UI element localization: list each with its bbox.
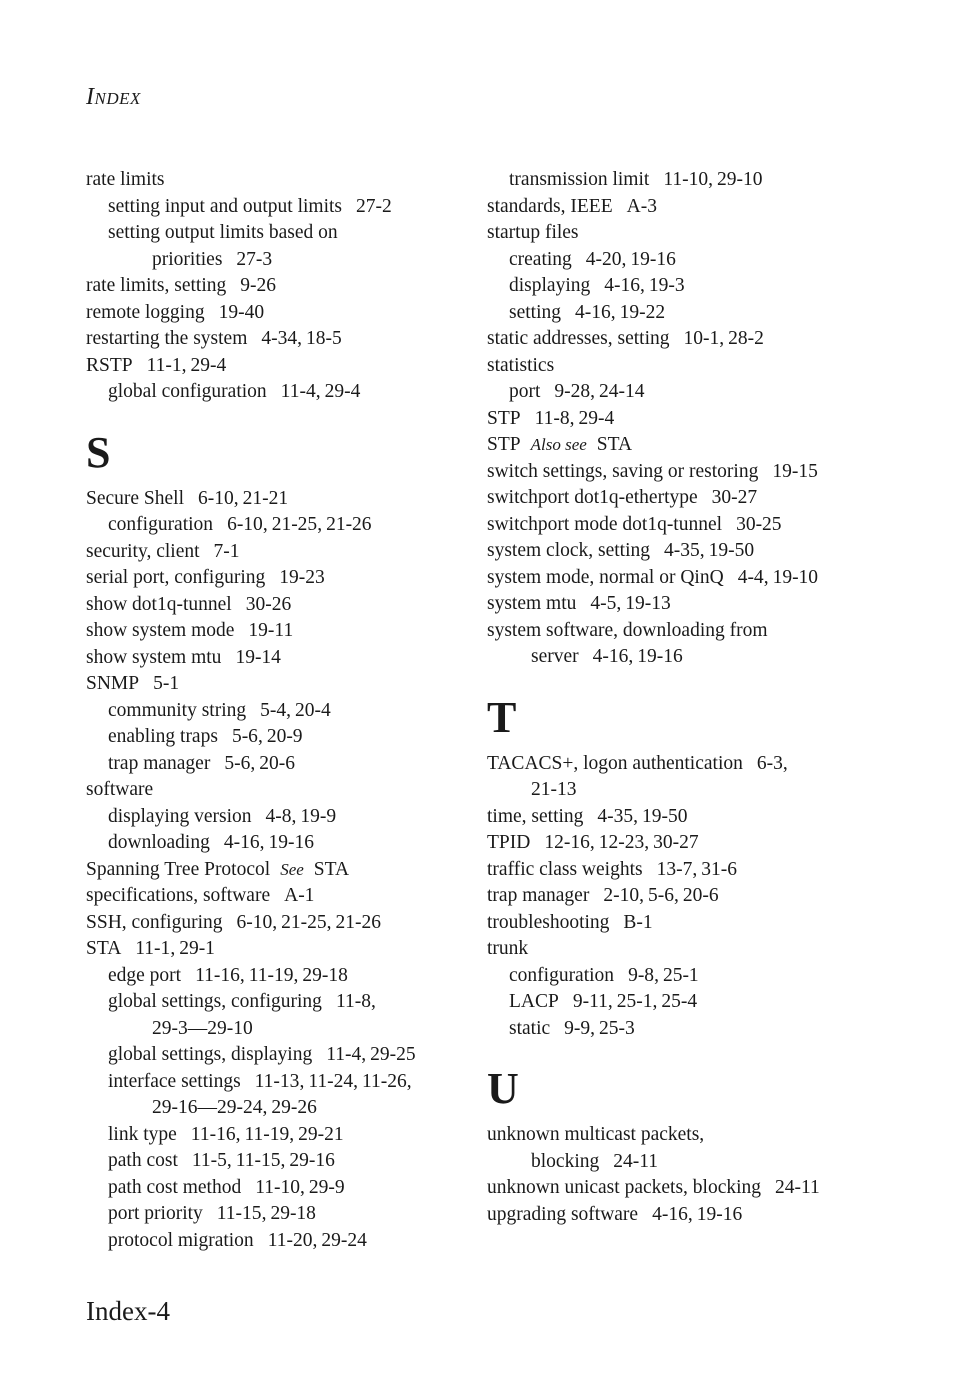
index-entry: protocol migration 11-20, 29-24 [108,1229,367,1251]
page-ref: 4-16 [652,1203,688,1225]
index-entry: Secure Shell 6-10, 21-21 [86,487,289,509]
page-ref: 20-6 [259,752,295,774]
index-entry: TACACS+, logon authentication 6-3, [487,752,788,774]
index-entry [86,883,466,910]
page-ref: 25-1 [662,964,699,986]
page-ref: A-1 [284,885,315,906]
index-entry [487,432,867,459]
page-ref: 2-10 [603,885,640,906]
index-entry: transmission limit 11-10, 29-10 [509,169,763,190]
section-letter-t: T [487,692,517,742]
index-entry: configuration 9-8, 25-1 [509,964,699,986]
entry-term: switchport mode dot1q-tunnel [487,513,723,535]
page-ref: 19-11 [248,620,294,641]
page-ref: 6-10 [227,514,263,535]
page-ref: 19-16 [268,832,314,853]
entry-term: statistics [487,354,555,376]
index-entry: global settings, displaying 11-4, 29-25 [108,1044,416,1065]
page-ref: 11-16 [190,1123,236,1145]
entry-term: trap manager [108,752,211,774]
entry-term: community string [108,699,247,721]
index-entry: configuration 6-10, 21-25, 21-26 [108,514,372,535]
entry-term: configuration [509,964,615,986]
entry-term: LACP [509,991,559,1012]
page-ref: 6-10 [198,487,234,509]
index-entry [86,194,466,221]
index-entry: restarting the system 4-34, 18-5 [86,328,342,349]
index-entry: static addresses, setting 10-1, 28-2 [487,328,764,349]
page-ref: 11-24 [308,1070,354,1092]
page-ref: 11-15 [235,1150,281,1171]
page-ref: 25-1 [616,991,653,1012]
see-also-reference: Also see [530,435,587,454]
page-ref: 19-15 [772,460,818,482]
page-ref: 27-2 [356,195,392,217]
index-entry [86,857,466,884]
index-entry: interface settings 11-13, 11-24, 11-26, [108,1070,412,1092]
page-ref: 19-16 [630,248,676,270]
page-ref: 24-11 [775,1177,820,1198]
index-entry: setting 4-16, 19-22 [509,301,666,323]
index-entry: port priority 11-15, 29-18 [108,1203,316,1224]
page-ref: 6-10 [236,911,273,933]
index-entry [487,485,867,512]
index-entry [86,273,466,300]
entry-term: STA [86,938,122,959]
page-ref: 11-4 [326,1044,362,1065]
index-entry [86,300,466,327]
entry-term: path cost [108,1150,178,1171]
entry-term: downloading [108,832,210,853]
page-ref: 11-8 [534,407,570,429]
page-ref: 29-1 [179,938,215,959]
index-entry-continuation [86,1016,466,1043]
index-entry: time, setting 4-35, 19-50 [487,805,688,827]
index-entry-continuation [487,777,867,804]
index-entry: SSH, configuring 6-10, 21-25, 21-26 [86,911,381,933]
entry-term: priorities [152,248,223,270]
page-ref: 11-19 [244,1123,290,1145]
index-entry [487,1175,867,1202]
page-ref: 11-13 [254,1070,300,1092]
page-ref: 29-21 [298,1123,344,1145]
entry-term: upgrading software [487,1203,639,1225]
page-ref: 11-5 [191,1150,227,1171]
index-entry [487,618,867,645]
entry-term: system mode, normal or QinQ [487,566,724,588]
page-ref: 4-4 [737,566,764,588]
entry-term: rate limits [86,169,165,190]
entry-term: path cost method [108,1176,242,1198]
page-ref: 19-40 [218,301,265,323]
page-ref: 29-16—29-24 [152,1097,263,1118]
page-ref: 29-4 [578,407,615,429]
index-entry: edge port 11-16, 11-19, 29-18 [108,964,348,986]
page-ref: 24-14 [599,381,645,402]
entry-term: show dot1q-tunnel [86,593,232,615]
page-ref: 21-13 [531,779,577,800]
entry-term: software [86,779,154,800]
page-ref: 19-9 [300,805,337,827]
index-entry [487,910,867,937]
page-ref: 29-4 [324,381,361,402]
index-column-left [86,167,466,1254]
entry-term: restarting the system [86,328,248,349]
page-ref: 4-16 [604,275,640,296]
index-entry: enabling traps 5-6, 20-9 [108,726,303,747]
page-ref: 19-16 [696,1203,743,1225]
page-ref: 4-35 [597,805,634,827]
entry-term: TPID [487,832,531,853]
cross-reference-target: STA [313,858,350,880]
index-entry [86,618,466,645]
page-ref: 19-14 [235,646,281,668]
entry-term: system clock, setting [487,540,651,561]
page-ref: 30-26 [245,593,292,615]
page-ref: 29-26 [271,1097,317,1118]
entry-term: unknown multicast packets, [487,1124,705,1145]
entry-term: blocking [531,1150,600,1172]
page-ref: 19-22 [619,301,666,323]
index-entry [86,671,466,698]
page-ref: 19-13 [625,593,671,614]
entry-term: transmission limit [509,169,650,190]
entry-term: Spanning Tree Protocol [86,858,271,880]
header-rest: NDEX [94,89,141,108]
entry-term: static addresses, setting [487,328,670,349]
entry-term: STP [487,434,521,455]
index-entry [86,592,466,619]
entry-term: protocol migration [108,1229,254,1251]
page-ref: 19-50 [642,805,688,827]
page-ref: 9-28 [554,381,591,402]
entry-term: specifications, software [86,885,271,906]
index-entry: global settings, configuring 11-8, [108,991,376,1012]
index-entry [487,512,867,539]
entry-term: port priority [108,1203,203,1224]
index-entry: LACP 9-11, 25-1, 25-4 [509,991,698,1012]
section-letter-u: U [487,1064,519,1113]
page-ref: 11-1 [135,938,171,959]
page-ref: 11-26 [361,1070,407,1092]
page-ref: 21-25 [271,514,318,535]
page-ref: 11-19 [248,964,294,986]
page-ref: 11-10 [663,169,709,190]
entry-term: displaying version [108,805,252,827]
index-entry: TPID 12-16, 12-23, 30-27 [487,832,699,853]
section-letter-s: S [86,427,111,477]
page-ref: 4-8 [265,805,292,827]
index-entry [487,220,867,247]
index-entry [487,1122,867,1149]
page-footer-number: Index-4 [86,1296,170,1326]
entry-term: static [509,1017,551,1039]
page-ref: 30-27 [711,487,758,508]
page-ref: 30-27 [653,832,699,853]
index-entry-continuation [86,247,466,274]
page-ref: 9-11 [572,991,608,1012]
entry-term: remote logging [86,301,205,323]
page-ref: 25-4 [661,991,698,1012]
entry-term: setting output limits based on [108,222,338,243]
index-entry: global configuration 11-4, 29-4 [108,381,361,402]
page-ref: 21-25 [281,911,327,933]
index-entry-continuation: 29-16—29-24, 29-26 [152,1097,317,1118]
page-ref: 29-24 [321,1229,367,1251]
entry-term: creating [509,248,572,270]
entry-term: startup files [487,222,579,243]
entry-term: port [509,381,541,402]
page-ref: 5-6 [647,885,674,906]
entry-term: configuration [108,514,214,535]
entry-term: security, client [86,540,200,562]
index-entry: community string 5-4, 20-4 [108,699,331,721]
page-ref: 11-1 [146,354,182,376]
page-ref: 13-7 [656,858,693,880]
entry-term: global settings, configuring [108,991,322,1012]
entry-term: troubleshooting [487,911,610,933]
entry-term: STP [487,407,521,429]
page-ref: A-3 [626,195,657,217]
index-entry: system mtu 4-5, 19-13 [487,593,671,614]
entry-term: system software, downloading from [487,619,768,641]
running-header [86,84,141,111]
entry-term: show system mode [86,620,235,641]
entry-term: standards, IEEE [487,195,613,217]
entry-term: traffic class weights [487,858,643,880]
entry-term: edge port [108,964,182,986]
page-ref: 9-8 [628,964,655,986]
entry-term: TACACS+, logon authentication [487,752,743,774]
index-entry: upgrading software 4-16, 19-16 [487,1203,743,1225]
page-ref: 11-8 [335,991,371,1012]
index-entry [487,459,867,486]
page-ref: 18-5 [306,328,342,349]
page-ref: 24-11 [613,1150,659,1172]
page-ref: 5-1 [153,673,180,694]
page-ref: 29-18 [302,964,348,986]
page-ref: 20-4 [295,699,331,721]
entry-term: time, setting [487,805,584,827]
index-entry: RSTP 11-1, 29-4 [86,354,227,376]
entry-term: show system mtu [86,646,222,668]
page-ref: 7-1 [213,540,240,562]
index-entry [487,353,867,380]
page-ref: 4-5 [590,593,617,614]
page-ref: 5-6 [224,752,251,774]
entry-term: interface settings [108,1070,241,1092]
index-entry: traffic class weights 13-7, 31-6 [487,858,737,880]
index-entry: system clock, setting 4-35, 19-50 [487,540,755,561]
entry-term: RSTP [86,354,133,376]
entry-term: system mtu [487,593,577,614]
entry-term: serial port, configuring [86,567,266,588]
entry-term: setting input and output limits [108,195,342,217]
entry-term: Secure Shell [86,487,185,509]
page-ref: 11-15 [216,1203,262,1224]
page-ref: 21-26 [326,514,372,535]
entry-term: global configuration [108,381,267,402]
index-entry [86,565,466,592]
page-ref: 11-16 [195,964,240,986]
index-entry [86,645,466,672]
page-ref: 28-2 [728,328,764,349]
page-ref: 19-3 [648,275,685,296]
page-ref: 4-16 [592,646,629,667]
index-entry: static 9-9, 25-3 [509,1017,635,1039]
page-ref: 11-20 [267,1229,313,1251]
page-ref: 11-10 [255,1176,301,1198]
page-ref: 4-20 [585,248,622,270]
index-entry: displaying 4-16, 19-3 [509,275,685,296]
index-entry-continuation [487,1149,867,1176]
index-entry: system mode, normal or QinQ 4-4, 19-10 [487,566,819,588]
page-ref: 31-6 [701,858,737,880]
page-ref: 12-16 [544,832,590,853]
index-entry: STP 11-8, 29-4 [487,407,615,429]
page-ref: 4-16 [223,832,260,853]
page-ref: 5-4 [260,699,287,721]
index-entry [86,167,466,194]
page-ref: 4-16 [575,301,611,323]
page-ref: 29-4 [190,354,227,376]
page-ref: 9-26 [240,275,277,296]
index-entry: path cost 11-5, 11-15, 29-16 [108,1150,335,1171]
index-entry [86,539,466,566]
page-ref: 29-18 [270,1203,316,1224]
page-ref: 5-6 [231,726,258,747]
page-ref: 21-21 [242,487,289,509]
entry-term: SNMP [86,673,140,694]
page-ref: 19-23 [279,567,325,588]
index-entry: downloading 4-16, 19-16 [108,832,314,853]
page-ref: 29-25 [370,1044,416,1065]
page-ref: 4-35 [664,540,700,561]
page-ref: 20-9 [266,726,303,747]
page-ref: 29-3—29-10 [152,1017,253,1039]
entry-term: switchport dot1q-ethertype [487,487,698,508]
page-ref: 21-26 [335,911,381,933]
index-entry: trap manager 2-10, 5-6, 20-6 [487,885,719,906]
header-initial: I [86,84,95,110]
page-ref: 10-1 [683,328,720,349]
entry-term: link type [108,1123,177,1145]
entry-term: global settings, displaying [108,1044,313,1065]
index-entry [86,220,466,247]
page-ref: 9-9 [564,1017,591,1039]
index-entry [487,194,867,221]
page-ref: 30-25 [736,513,782,535]
page-ref: 11-4 [280,381,316,402]
page-ref: 19-50 [708,540,755,561]
entry-term: enabling traps [108,726,218,747]
page-ref: 25-3 [599,1017,635,1039]
page-ref: 12-23 [598,832,645,853]
index-column-right [487,167,867,1228]
index-entry: trap manager 5-6, 20-6 [108,752,295,774]
index-entry: STA 11-1, 29-1 [86,938,215,959]
entry-term: displaying [509,275,591,296]
index-entry-continuation: server 4-16, 19-16 [531,646,683,667]
page-ref: 27-3 [236,248,273,270]
page-ref: 19-10 [772,566,819,588]
entry-term: trap manager [487,885,590,906]
index-entry: creating 4-20, 19-16 [509,248,676,270]
index-entry [487,936,867,963]
index-entry: port 9-28, 24-14 [509,381,645,402]
index-entry [86,777,466,804]
entry-term: switch settings, saving or restoring [487,460,759,482]
index-entry: displaying version 4-8, 19-9 [108,805,337,827]
index-entry: path cost method 11-10, 29-9 [108,1176,345,1198]
entry-term: server [531,646,579,667]
entry-term: rate limits, setting [86,275,227,296]
cross-reference-target: STA [596,434,633,455]
entry-term: setting [509,301,561,323]
page-ref: 29-10 [716,169,763,190]
page-ref: B-1 [623,911,653,933]
entry-term: SSH, configuring [86,911,223,933]
page-ref: 19-16 [637,646,683,667]
see-reference: See [280,859,304,879]
entry-term: unknown unicast packets, blocking [487,1177,762,1198]
page-ref: 20-6 [682,885,719,906]
index-entry: link type 11-16, 11-19, 29-21 [108,1123,344,1145]
page-ref: 4-34 [261,328,298,349]
page-ref: 6-3 [756,752,783,774]
entry-term: trunk [487,938,529,959]
page-ref: 29-16 [289,1150,335,1171]
page-ref: 29-9 [308,1176,345,1198]
